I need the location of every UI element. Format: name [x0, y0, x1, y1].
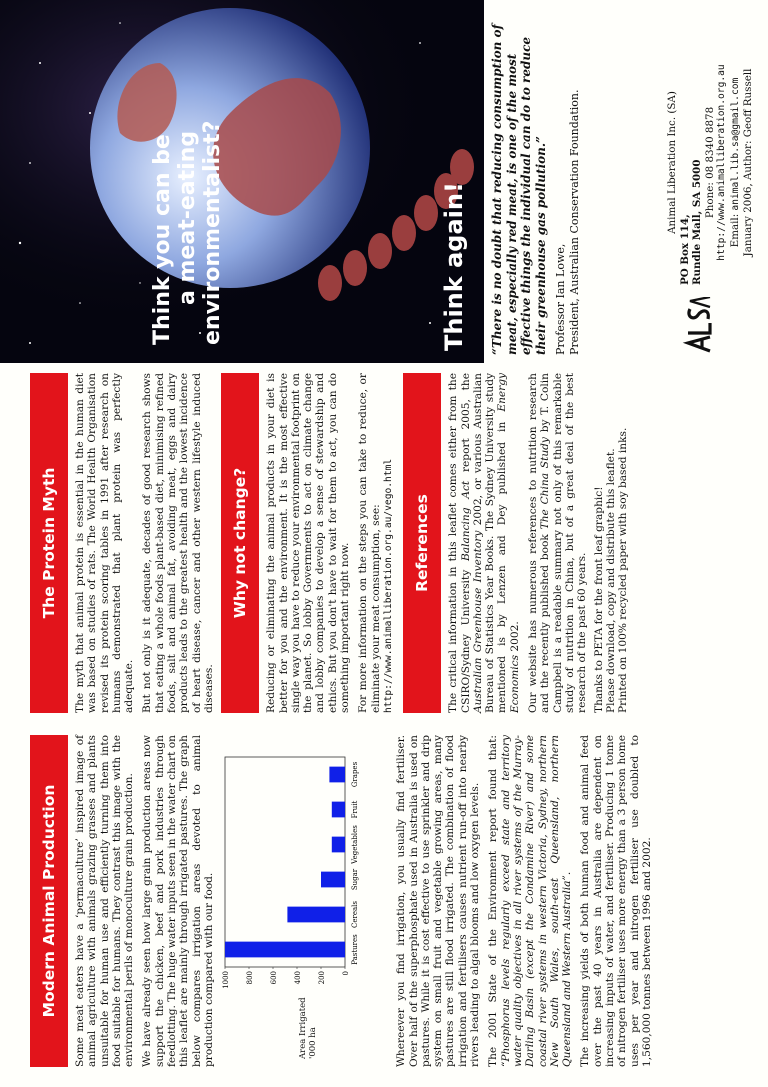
think-again: Think again!	[440, 182, 468, 351]
chart-category-label: Vegetables	[351, 825, 360, 864]
why-not-change-heading: Why not change?	[221, 373, 259, 713]
ref-energy-economics: Energy Economics	[496, 373, 521, 713]
email-label: Email:	[728, 210, 741, 248]
printed-line: Printed on 100% recycled paper with soy based inks.	[617, 427, 630, 713]
org-name: Animal Liberation Inc. (SA)	[666, 91, 678, 234]
modern-animal-production-heading: Modern Animal Production	[30, 735, 68, 1067]
headline-line-2: a meat-eating	[175, 130, 200, 305]
chart-frame	[225, 757, 345, 967]
lowe-quote-block	[486, 10, 582, 355]
panel-protein-myth	[0, 363, 768, 725]
headline-line-1: Think you can be	[150, 134, 175, 345]
chart-category-label: Sugar	[351, 868, 360, 891]
panel-animal-production	[0, 725, 768, 1087]
animal-production-para-5: The increasing yields of both human food and animal feed over the past 40 years in Australia are dependent on increasing inputs of water, and fertiliser. Producing 1 tonne of nitrogen fertiliser uses more energy than a 3 person home uses per year and nitrogen fertiliser use doubled to 1,560,000 tonnes between 1996 and 2002.	[579, 735, 653, 1067]
org-email-line	[729, 10, 743, 315]
ref2-text-a: Our website has numerous references to nutrition research and the recently published book	[527, 373, 552, 713]
why-not-change-para-1: Reducing or eliminating the animal products in your diet is better for you and the environment. It is the most effective single way you have to reduce your environmental footprint on the planet. So lobby Governments to act on climate change and lobby companies to develop a sense of stewardship and ethics. But you don't have to wait for them to act, you can do something important right now.	[265, 373, 352, 713]
references-para-2	[527, 373, 588, 713]
chart-ytick-label: 1000	[222, 971, 231, 989]
why-not-change-text: For more information on the steps you can take to reduce, or eliminate your meat consumption, see:	[357, 373, 382, 713]
cover-image	[0, 0, 484, 363]
org-address: Rundle Mall, SA 5000	[691, 159, 703, 285]
animal-production-para-4	[487, 735, 573, 1067]
vego-link[interactable]: http://www.animalliberation.org.au/vego.html	[382, 458, 394, 713]
chart-bar-pastures	[225, 942, 345, 958]
chart-category-label: Fruit	[351, 800, 360, 819]
lowe-quote: “There is no doubt that reducing consumption of meat, especially red meat, is one of the most effective things the individual can do to reduce their greenhouse gas pollution.”	[490, 24, 548, 355]
why-not-change-para-2	[357, 373, 395, 713]
cover-headline	[150, 15, 225, 345]
ref-text-e: 2002, or various Australian Bureau of Statistics Year Books. The Sydney University study mentioned is by Lenzen and Dey published in	[471, 373, 509, 713]
org-credit: January 2006, Author: Geoff Russell	[742, 68, 754, 257]
chart-bar-cereals	[288, 907, 346, 923]
animal-production-para-1: Some meat eaters have a ‘permaculture’ inspired image of animal agriculture with animals grazing grasses and plants unsuitable for human use and efficiently turning them into food suitable for humans. They contrast this image with the environmental perils of monoculture grain production.	[74, 735, 136, 1067]
ref-text-g: 2002.	[508, 621, 521, 655]
quote-author-role: President, Australian Conservation Foundation.	[568, 89, 581, 355]
org-phone: Phone: 08 8340 8878	[703, 106, 716, 219]
chart-ytick-label: 0	[342, 971, 351, 976]
protein-myth-para-1: The myth that animal protein is essential in the human diet was based on studies of rats. The World Health Organisation revised its protein scoring tables in 1991 after research on humans demonstrated that plant protein was perfectly adequate.	[74, 373, 136, 713]
soe-lead: The 2001 State of the Environment report found that:	[487, 735, 500, 1067]
soe-quote: “Phosphorus levels regularly exceed state and territory water quality objectives in all river systems of the Murray-Darling Basin (except the Condamine River) and some coastal river systems in western Victoria, Sydney, northern New South Wales, south-east Queensland, northern Queensland and Western Australia”.	[499, 735, 574, 1067]
chart-bar-vegetables	[332, 837, 345, 853]
irrigation-chart-svg	[219, 737, 389, 1067]
ref-text-c: report 2005, the	[459, 372, 472, 481]
headline-line-3: environmentalist?	[200, 120, 225, 345]
ref2-china-study: The China Study	[539, 437, 552, 530]
chart-ytick-label: 400	[294, 971, 303, 985]
ref-greenhouse-inventory: Australian Greenhouse Inventory	[471, 530, 484, 713]
quote-author: Professor Ian Lowe,	[554, 243, 567, 355]
thanks-line: Thanks to PETA for the front leaf graphic!	[592, 486, 605, 713]
chart-ylabel: Area Irrigated'000 ha	[298, 997, 319, 1059]
chart-category-label: Pastures	[351, 934, 360, 965]
chart-bar-grapes	[330, 767, 346, 783]
irrigation-chart	[219, 735, 389, 1067]
protein-myth-heading: The Protein Myth	[30, 373, 68, 713]
panel-cover	[0, 0, 768, 363]
org-contact	[666, 10, 755, 355]
animal-production-para-2: We have already seen how large grain production areas now support the chicken, beef and pork industries through feedlotting. The huge water inputs seen in the water chart on this leaflet are mainly through irrigated pastures. The graph below compares irrigation areas devoted to animal production compared with our food.	[141, 735, 215, 1067]
ref-balancing-act: Balancing Act	[459, 480, 472, 562]
chart-bars	[225, 767, 345, 958]
chart-ytick-label: 200	[318, 971, 327, 985]
distribute-line: Please download, copy and distribute this leaflet.	[604, 448, 617, 713]
ref-text-a: The critical information in this leaflet comes either from the CSIRO/Sydney University	[447, 373, 472, 713]
org-email-link[interactable]: animal.lib.sa@gmail.com	[729, 77, 741, 211]
cover-artwork	[0, 0, 484, 363]
chart-ytick-label: 600	[270, 971, 279, 985]
animal-production-para-3: Whereever you find irrigation, you usually find fertiliser. Over half of the superphosphate used in Australia is used on pastures. While it is cost effective to use sprinkler and drip system on small fruit and vegetable growing areas, many pastures are still flood irrigated. The combination of flood irrigation and fertilisers causes nutrient run-off into nearby rivers leading to algal blooms and low oxygen levels.	[395, 735, 482, 1067]
chart-category-label: Grapes	[351, 761, 360, 788]
chart-bar-fruit	[332, 802, 345, 818]
references-heading: References	[403, 373, 441, 713]
org-website-link[interactable]: http://www.animalliberation.org.au	[716, 64, 727, 261]
chart-yticks	[222, 967, 350, 989]
references-para-1	[447, 373, 521, 713]
chart-category-label: Cereals	[351, 901, 360, 928]
chart-bar-sugar	[321, 872, 345, 888]
org-po-box: PO Box 114,	[678, 214, 691, 285]
chart-ytick-label: 800	[246, 971, 255, 985]
ref2-text-c: by T. Colin Campbell is a readable summary not only of this remarkable study of nutrition in China, but of a great deal of the best research of the past 60 years.	[539, 372, 589, 713]
protein-myth-para-2: But not only is it adequate, decades of good research shows that eating a whole foods plant-based diet, minimising refined foods, salt and animal fat, avoiding meat, eggs and dairy products leads to the greatest health and the lowest incidence of heart disease, cancer and other western lifestyle induced diseases.	[141, 373, 215, 713]
chart-categories	[351, 761, 359, 964]
animal-liberation-logo-icon	[680, 297, 716, 355]
